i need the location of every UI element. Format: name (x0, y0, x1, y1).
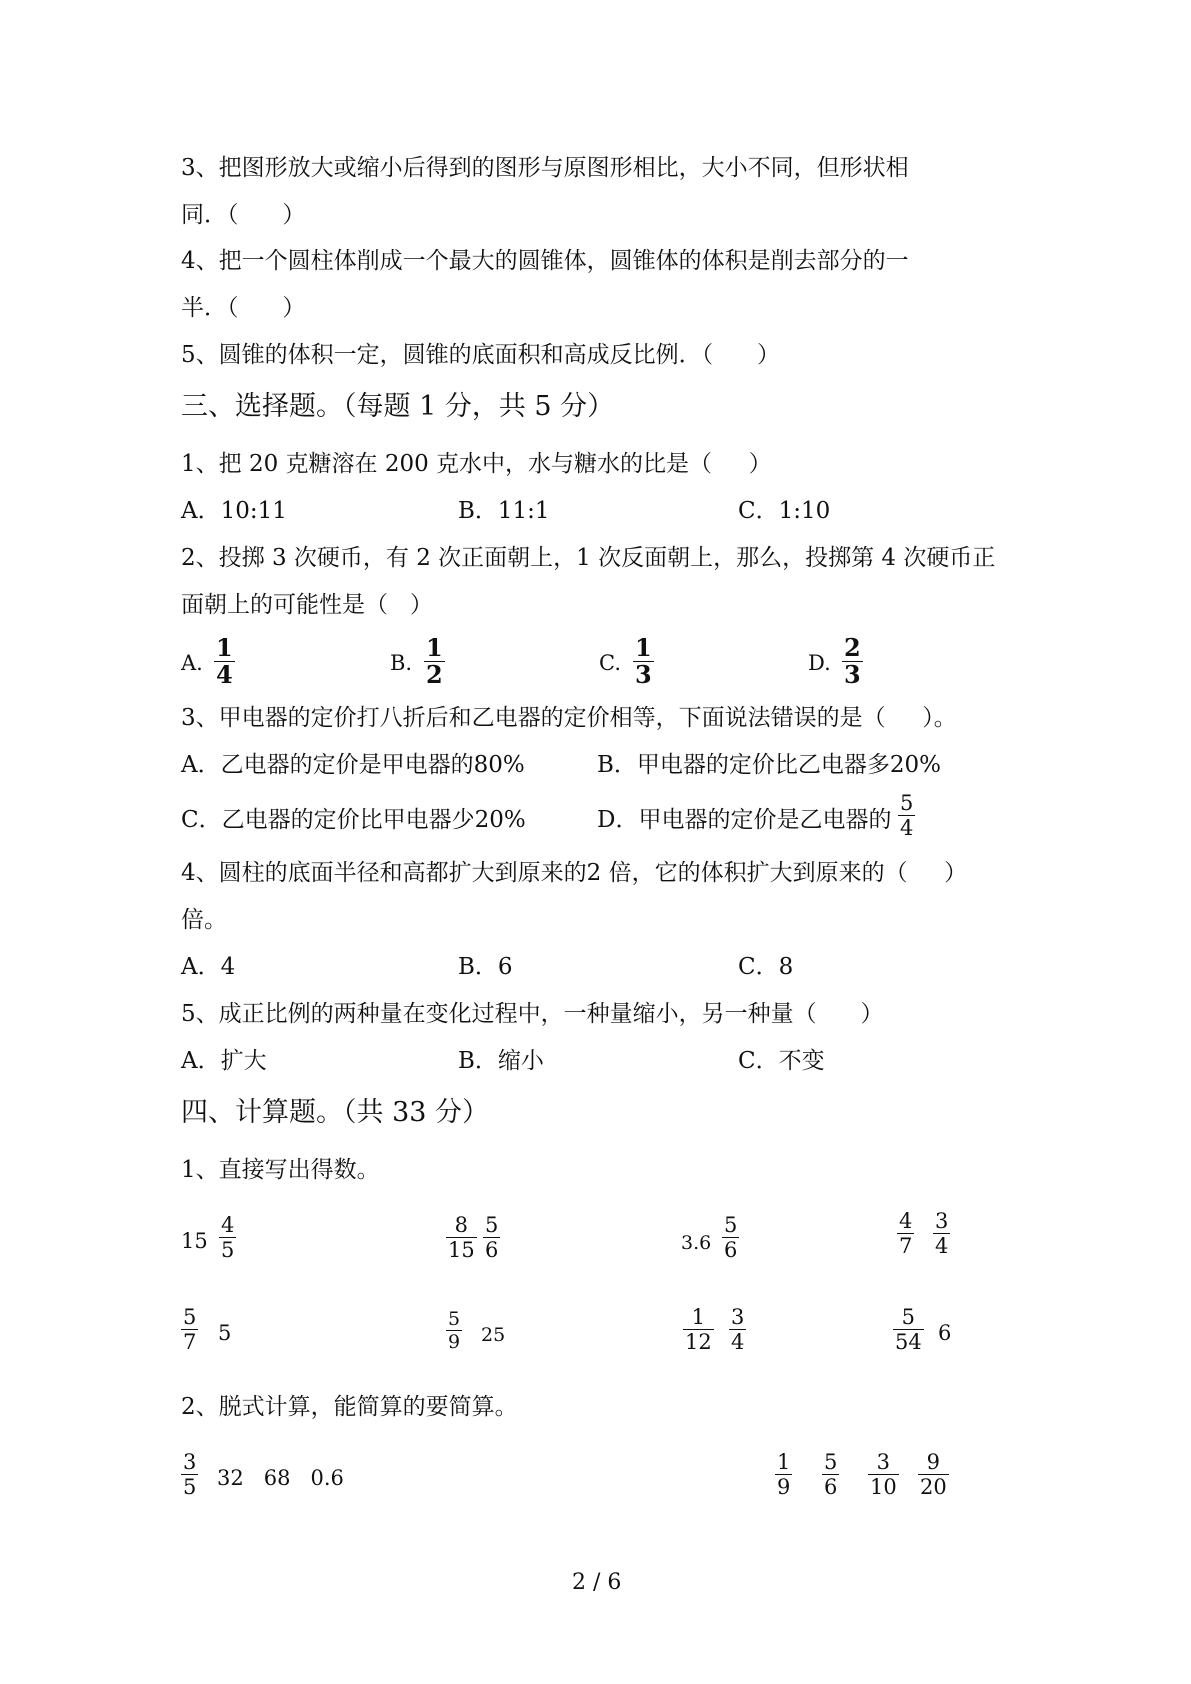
calc-q2-title: 2、脱式计算，能简算的要简算。 (181, 1394, 518, 1420)
choice-q1-text: 1、把 20 克糖溶在 200 克水中，水与糖水的比是（ ） (181, 451, 772, 477)
calc2-item2-fraction3 (868, 1450, 899, 1499)
choice-q2-line1: 2、投掷 3 次硬币，有 2 次正面朝上，1 次反面朝上，那么，投掷第 4 次硬币正 (181, 545, 996, 571)
choice-q5-option-b: B．缩小 (458, 1048, 544, 1074)
denominator: 5 (183, 1475, 197, 1499)
page-number: 2 / 6 (572, 1570, 622, 1595)
calc-row2-item2-number: 25 (481, 1324, 506, 1346)
section4-title: 四、计算题。（共 33 分） (181, 1097, 490, 1128)
judge-q5: 5、圆锥的体积一定，圆锥的底面积和高成反比例．（ ） (181, 342, 780, 368)
denominator: 3 (844, 660, 861, 689)
denominator: 4 (216, 660, 233, 689)
calc-row2-item1-fraction (181, 1305, 198, 1354)
denominator: 7 (899, 1234, 913, 1258)
choice-q1-option-b: B．11:1 (458, 498, 550, 524)
choice-q3-option-a: A．乙电器的定价是甲电器的80% (181, 752, 525, 778)
choice-q2-option-d-label: D. (808, 651, 831, 675)
numerator: 4 (899, 1209, 913, 1233)
judge-q4-line2: 半．（ ） (181, 295, 306, 321)
numerator: 3 (876, 1450, 891, 1474)
calc-row1-item2-fraction2 (483, 1213, 500, 1262)
denominator: 6 (724, 1238, 738, 1262)
numerator: 5 (724, 1213, 738, 1237)
numerator: 5 (183, 1305, 197, 1329)
numerator: 5 (900, 791, 914, 815)
numerator: 2 (844, 633, 861, 662)
calc-row1-item3-number: 3.6 (681, 1232, 712, 1254)
denominator: 3 (635, 660, 652, 689)
choice-q4-option-c: C．8 (738, 954, 794, 980)
calc-row1-item1-fraction (219, 1213, 236, 1262)
denominator: 10 (870, 1475, 897, 1499)
calc2-item2-fraction2 (822, 1450, 839, 1499)
numerator: 1 (635, 633, 652, 662)
choice-q5-text: 5、成正比例的两种量在变化过程中，一种量缩小，另一种量（ ） (181, 1001, 884, 1027)
choice-q3-text: 3、甲电器的定价打八折后和乙电器的定价相等，下面说法错误的是（ ）。 (181, 705, 957, 731)
choice-q5-option-c: C．不变 (738, 1048, 825, 1074)
calc-row2-item2-fraction (446, 1308, 462, 1353)
numerator: 5 (901, 1305, 916, 1329)
denominator: 12 (685, 1330, 712, 1354)
denominator: 9 (448, 1331, 461, 1353)
calc-row1-item3-fraction (722, 1213, 739, 1262)
choice-q4-option-b: B．6 (458, 954, 513, 980)
choice-q2-option-a-fraction (214, 635, 235, 688)
calc-row2-item4-fraction (893, 1305, 924, 1354)
denominator: 9 (777, 1475, 791, 1499)
numerator: 1 (691, 1305, 706, 1329)
denominator: 7 (183, 1330, 197, 1354)
choice-q3-option-c: C．乙电器的定价比甲电器少20% (181, 807, 526, 833)
calc2-item2-fraction1 (775, 1450, 792, 1499)
denominator: 20 (920, 1475, 947, 1499)
denominator: 6 (824, 1475, 838, 1499)
choice-q4-line1: 4、圆柱的底面半径和高都扩大到原来的2 倍，它的体积扩大到原来的（ ） (181, 860, 968, 886)
denominator: 6 (485, 1238, 499, 1262)
calc2-item2-fraction4 (918, 1450, 949, 1499)
choice-q2-option-b-label: B. (390, 651, 413, 675)
calc-row1-item4-fraction1 (897, 1209, 914, 1258)
numerator: 8 (454, 1213, 469, 1237)
choice-q5-option-a: A．扩大 (181, 1048, 267, 1074)
choice-q4-option-a: A．4 (181, 954, 236, 980)
calc2-item1-rest: 32 68 0.6 (217, 1466, 344, 1490)
calc-row1-item1-number: 15 (181, 1229, 208, 1253)
choice-q3-option-d: D．甲电器的定价是乙电器的 (597, 807, 892, 833)
calc-row1-item2-fraction1 (446, 1213, 477, 1262)
numerator: 3 (183, 1450, 197, 1474)
choice-q2-option-c-label: C. (599, 651, 621, 675)
calc-row2-item3-fraction1 (683, 1305, 714, 1354)
denominator: 15 (448, 1238, 475, 1262)
calc2-item1-fraction (181, 1450, 198, 1499)
numerator: 3 (935, 1209, 949, 1233)
calc-q1-title: 1、直接写出得数。 (181, 1157, 380, 1183)
calc-row2-item4-number: 6 (938, 1321, 952, 1345)
calc-row2-item3-fraction2 (729, 1305, 746, 1354)
choice-q2-option-a-label: A. (181, 651, 203, 675)
judge-q3-line2: 同．（ ） (181, 202, 306, 228)
choice-q2-option-b-fraction (424, 635, 445, 688)
denominator: 5 (221, 1238, 235, 1262)
choice-q1-option-c: C．1:10 (738, 498, 831, 524)
choice-q2-line2: 面朝上的可能性是（ ） (181, 592, 433, 618)
denominator: 4 (900, 816, 914, 840)
choice-q4-line2: 倍。 (181, 907, 227, 933)
numerator: 5 (824, 1450, 838, 1474)
numerator: 3 (731, 1305, 745, 1329)
numerator: 4 (221, 1213, 235, 1237)
denominator: 4 (731, 1330, 745, 1354)
denominator: 4 (935, 1234, 949, 1258)
numerator: 9 (926, 1450, 941, 1474)
choice-q2-option-d-fraction (842, 635, 863, 688)
numerator: 1 (216, 633, 233, 662)
calc-row2-item1-number: 5 (218, 1321, 232, 1345)
denominator: 54 (895, 1330, 922, 1354)
judge-q3-line1: 3、把图形放大或缩小后得到的图形与原图形相比，大小不同，但形状相 (181, 155, 909, 181)
numerator: 5 (485, 1213, 499, 1237)
choice-q2-option-c-fraction (633, 635, 654, 688)
choice-q3-option-b: B．甲电器的定价比乙电器多20% (597, 752, 942, 778)
calc-row1-item4-fraction2 (933, 1209, 950, 1258)
numerator: 5 (448, 1308, 461, 1330)
denominator: 2 (426, 660, 443, 689)
judge-q4-line1: 4、把一个圆柱体削成一个最大的圆锥体，圆锥体的体积是削去部分的一 (181, 248, 909, 274)
numerator: 1 (426, 633, 443, 662)
numerator: 1 (777, 1450, 791, 1474)
section3-title: 三、选择题。（每题 1 分，共 5 分） (181, 391, 615, 422)
choice-q3-option-d-fraction (898, 791, 915, 840)
choice-q1-option-a: A．10:11 (181, 498, 287, 524)
